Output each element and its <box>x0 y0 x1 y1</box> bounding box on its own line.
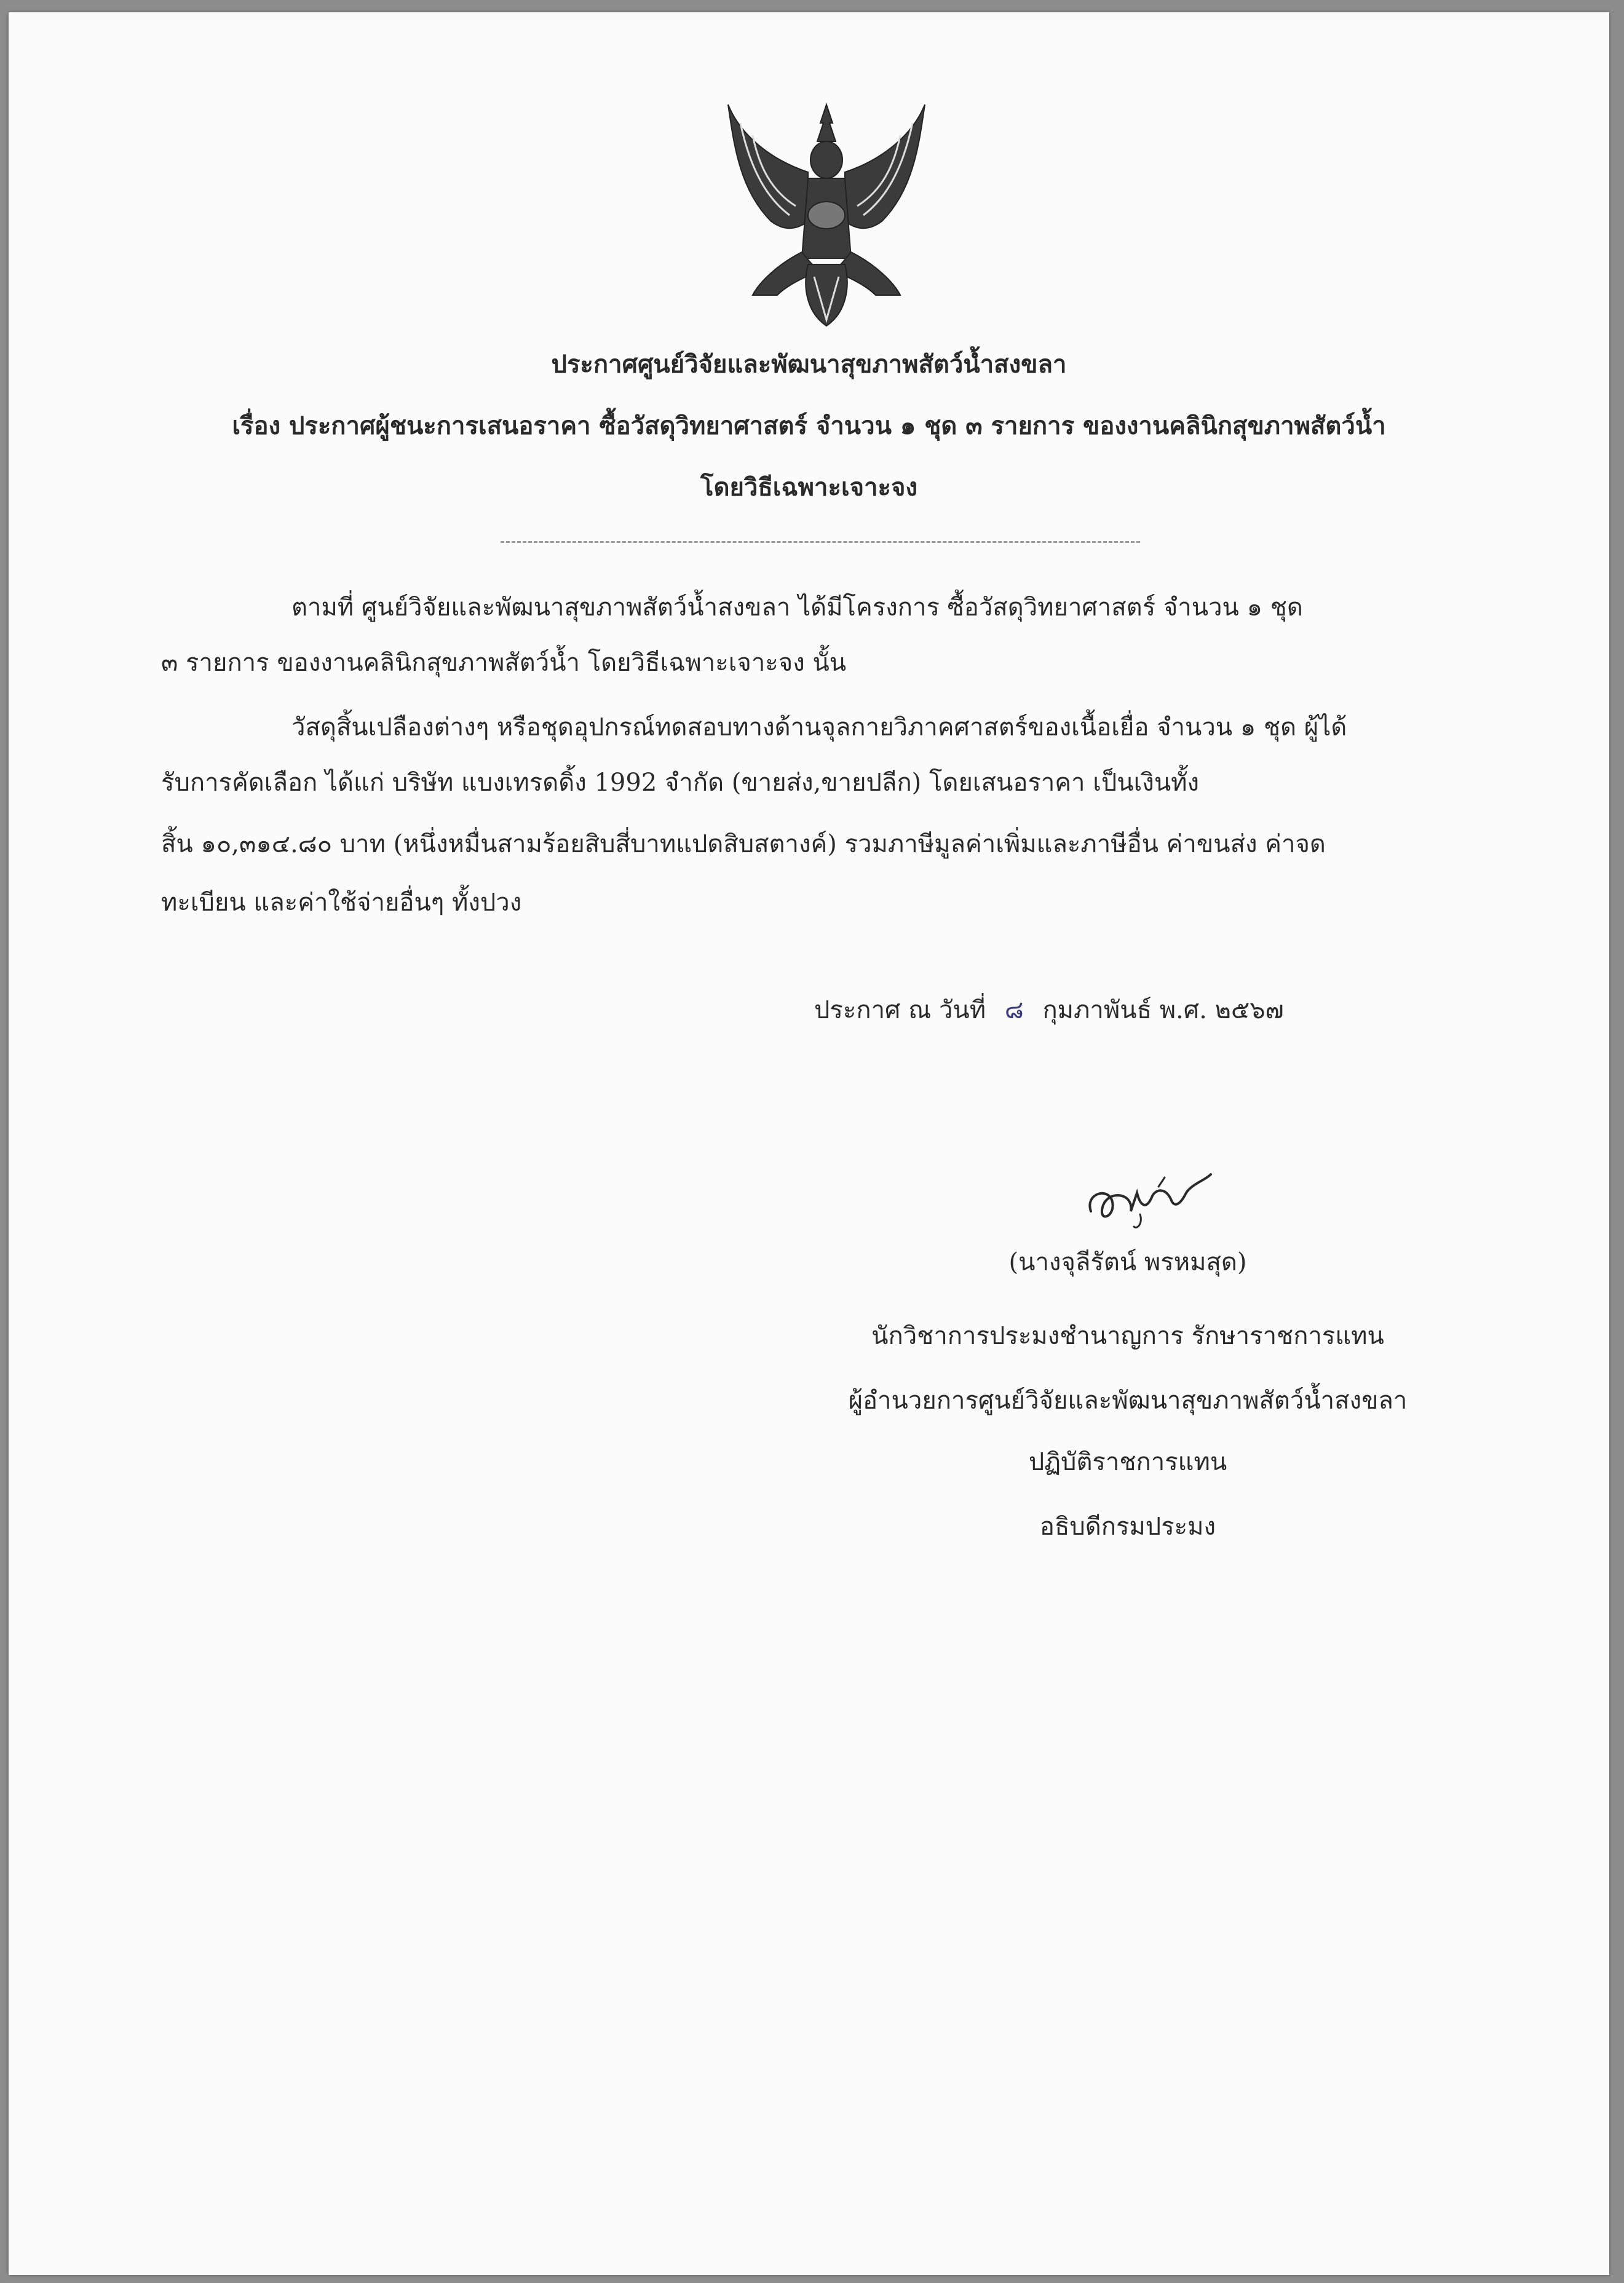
announcement-subject: เรื่อง ประกาศผู้ชนะการเสนอราคา ซื้อวัสดุวิทยาศาสตร์ จำนวน ๑ ชุด ๓ รายการ ของงานคลินิกสุขภาพสัตว์น้ำ <box>232 411 1386 440</box>
paragraph-2-line-2: รับการคัดเลือก ได้แก่ บริษัท แบงเทรดดิ้ง 1992 จำกัด (ขายส่ง,ขายปลีก) โดยเสนอราคา เป็นเงินทั้ง <box>161 769 1200 797</box>
document-page <box>9 12 1609 2275</box>
announcement-method: โดยวิธีเฉพาะเจาะจง <box>700 473 918 502</box>
paragraph-1-line-2: ๓ รายการ ของงานคลินิกสุขภาพสัตว์น้ำ โดยวิธีเฉพาะเจาะจง นั้น <box>161 649 847 677</box>
announcement-date <box>814 990 1284 1029</box>
signatory-position-1: นักวิชาการประมงชำนาญการ รักษาราชการแทน <box>871 1322 1384 1350</box>
date-day: ๘ <box>1004 996 1024 1024</box>
paragraph-2-line-4: ทะเบียน และค่าใช้จ่ายอื่นๆ ทั้งปวง <box>161 888 522 917</box>
paragraph-2-line-3: สิ้น ๑๐,๓๑๔.๘๐ บาท (หนึ่งหมื่นสามร้อยสิบสี่บาทแปดสิบสตางค์) รวมภาษีมูลค่าเพิ่มและภาษีอื่น ค่าขนส่ง ค่าจด <box>161 830 1326 858</box>
date-prefix: ประกาศ ณ วันที่ <box>814 996 986 1024</box>
paragraph-2-line-1: วัสดุสิ้นเปลืองต่างๆ หรือชุดอุปกรณ์ทดสอบทางด้านจุลกายวิภาคศาสตร์ของเนื้อเยื่อ จำนวน ๑ ชุด ผู้ได้ <box>291 713 1347 742</box>
signatory-position-3: ปฏิบัติราชการแทน <box>1028 1448 1227 1476</box>
divider <box>501 541 1140 543</box>
handwritten-signature <box>1079 1168 1220 1236</box>
signatory-position-2: ผู้อำนวยการศูนย์วิจัยและพัฒนาสุขภาพสัตว์น้ำสงขลา <box>848 1387 1408 1415</box>
paragraph-1-line-1: ตามที่ ศูนย์วิจัยและพัฒนาสุขภาพสัตว์น้ำสงขลา ได้มีโครงการ ซื้อวัสดุวิทยาศาสตร์ จำนวน ๑ ชุด <box>291 593 1303 622</box>
date-month-year: กุมภาพันธ์ พ.ศ. ๒๕๖๗ <box>1042 996 1284 1024</box>
garuda-emblem-icon <box>716 98 937 332</box>
signatory-position-4: อธิบดีกรมประมง <box>1039 1513 1216 1541</box>
signatory-name: (นางจุลีรัตน์ พรหมสุด) <box>1008 1248 1247 1276</box>
announcement-title: ประกาศศูนย์วิจัยและพัฒนาสุขภาพสัตว์น้ำสงขลา <box>551 350 1067 379</box>
